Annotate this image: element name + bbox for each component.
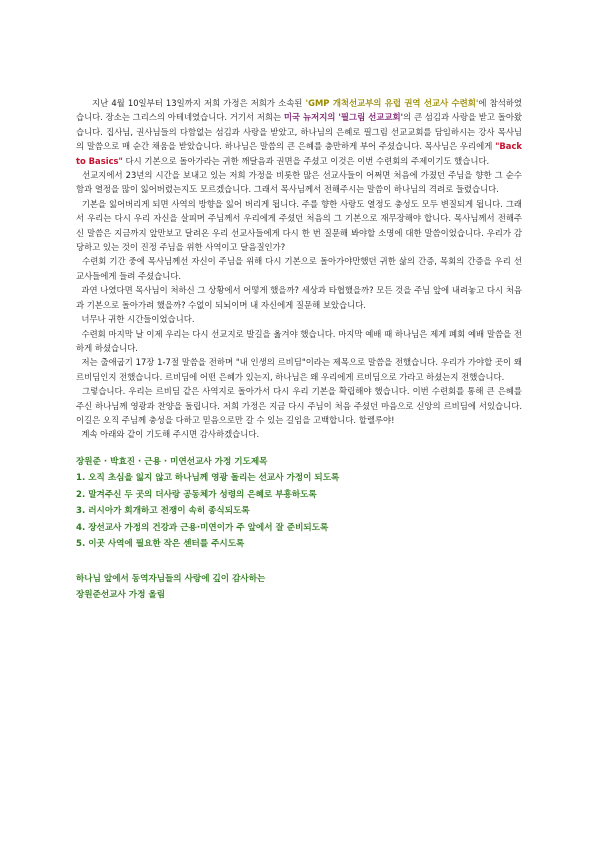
paragraph-text: 에 참석하였습니다. 장소는 그리스의 아테네였습니다. 거기서 저희는 [76, 98, 522, 123]
paragraph-text: 다시 기본으로 돌아가라는 귀한 깨달음과 권면을 주셨고 이것은 이번 수련회의 주제이기도 했습니다. [122, 155, 490, 166]
prayer-item: 5. 이곳 사역에 필요한 작은 센터를 주시도록 [76, 539, 245, 550]
paragraph-text: 의 큰 섬김과 사랑을 받고 돌아왔습니다. 집사님, 권사님들의 다함없는 섬김과 사랑을 받았고, 하나님의 은혜로 필그림 선교교회를 담임하시는 강사 목사님의 말씀으로 매 순간 채움을 받았습니다. 하나님은 말씀의 큰 은혜를 충만하게 부어 주셨습니다. 목사님은 우리에게 [76, 112, 522, 152]
prayer-item: 3. 러시아가 회개하고 전쟁이 속히 종식되도록 [76, 506, 250, 517]
body-paragraph [76, 96, 522, 168]
highlighted-text: 'GMP 개척선교부의 유럽 권역 선교사 수련회' [305, 98, 479, 108]
paragraph-text: 과연 나였다면 목사님이 처하신 그 상황에서 어떻게 했을까? 세상과 타협했을까? 모든 것을 주님 앞에 내려놓고 다시 처음과 기본으로 돌아가려 했을까? 수없이 되뇌이며 내 자신에게 질문해 보았습니다. [76, 285, 522, 310]
body-paragraph [76, 312, 522, 326]
paragraph-text: 수련회 마지막 날 이제 우리는 다시 선교지로 발길을 옮겨야 했습니다. 마지막 예배 때 하나님은 제게 폐회 예배 말씀을 전하게 하셨습니다. [76, 328, 522, 353]
paragraph-text: 수련회 기간 중에 목사님께선 자신이 주님을 위해 다시 기본으로 돌아가야만했던 귀한 삶의 간증, 목회의 간증을 우리 선교사들에게 들려 주셨습니다. [76, 256, 522, 281]
signature-line: 장원준선교사 가정 올림 [76, 590, 165, 601]
prayer-item: 1. 오직 초심을 잃지 않고 하나님께 영광 돌리는 선교사 가정이 되도록 [76, 473, 340, 484]
body-paragraph [76, 254, 522, 283]
body-paragraph [76, 427, 522, 441]
paragraph-text: 계속 아래와 같이 기도해 주시면 감사하겠습니다. [76, 429, 260, 440]
highlighted-text: 미국 뉴저지의 '필그림 선교교회' [283, 112, 404, 123]
closing-line: 하나님 앞에서 동역자님들의 사랑에 깊이 감사하는 [76, 573, 266, 584]
body-paragraph [76, 355, 522, 384]
body-paragraph [76, 168, 522, 197]
paragraph-text: 기본을 잃어버리게 되면 사역의 방향을 잃어 버리게 됩니다. 주를 향한 사랑도 열정도 충성도 모두 변질되게 됩니다. 그래서 우리는 다시 우리 자신을 살피며 주님께서 우리에게 주셨던 처음의 그 기본으로 재무장해야 합니다. 목사님께서 전해주신 말씀은 지금까지 앞만보고 달려온 우리 선교사들에게 다시 한 번 질문해 봐야할 소명에 대한 말씀이었습니다. 우리가 감당하고 있는 것이 진정 주님을 위한 사역이고 달음질인가? [76, 198, 522, 253]
paragraph-text: 그렇습니다. 우리는 르비딤 같은 사역지로 돌아가서 다시 우리 기본을 확립해야 했습니다. 이번 수련회를 통해 큰 은혜를 주신 하나님께 영광과 찬양을 돌립니다. 저희 가정은 지금 다시 주님이 처음 주셨던 마음으로 신앙의 르비딤에 서있습니다. 이길은 오직 주님께 충성을 다하고 믿음으로만 갈 수 있는 길임을 고백합니다. 할렐루야! [76, 386, 522, 425]
body-paragraph [76, 197, 522, 255]
highlighted-text: "Back to Basics" [76, 141, 522, 166]
prayer-item: 4. 장선교사 가정의 건강과 근용·미연이가 주 앞에서 잘 준비되도록 [76, 522, 329, 533]
paragraph-text: 너무나 귀한 시간들이었습니다. [76, 314, 195, 325]
letter-page [76, 96, 522, 604]
body-paragraph [76, 384, 522, 427]
letter-body [76, 96, 522, 442]
prayer-section [76, 454, 522, 553]
prayer-item: 2. 말겨주신 두 곳의 더사랑 공동체가 성령의 은혜로 부흥하도록 [76, 489, 317, 500]
paragraph-text: 지난 4월 10일부터 13일까지 저희 가정은 저희가 소속된 [92, 98, 306, 108]
body-paragraph [76, 327, 522, 356]
paragraph-text: 선교지에서 23년의 시간을 보내고 있는 저희 가정을 비롯한 많은 선교사들이 어쩌면 처음에 가졌던 주님을 향한 그 순수함과 열정을 많이 잃어버렸는지도 모르겠습니다. 그래서 목사님께서 전해주시는 말씀이 하나님의 격려로 들렸습니다. [76, 170, 522, 195]
prayer-title: 장원준 · 박효진 · 근용 · 미연선교사 가정 기도제목 [76, 456, 268, 467]
closing-section [76, 571, 522, 604]
paragraph-text: 저는 출애굽기 17장 1-7절 말씀을 전하며 "내 인생의 르비딤"이라는 제목으로 말씀을 전했습니다. 우리가 가야할 곳이 왜 르비딤인지 전했습니다. 르비딤에 어떤 은혜가 있는지, 하나님은 왜 우리에게 르비딤으로 가라고 하셨는지 전했습니다. [76, 357, 522, 382]
body-paragraph [76, 283, 522, 312]
